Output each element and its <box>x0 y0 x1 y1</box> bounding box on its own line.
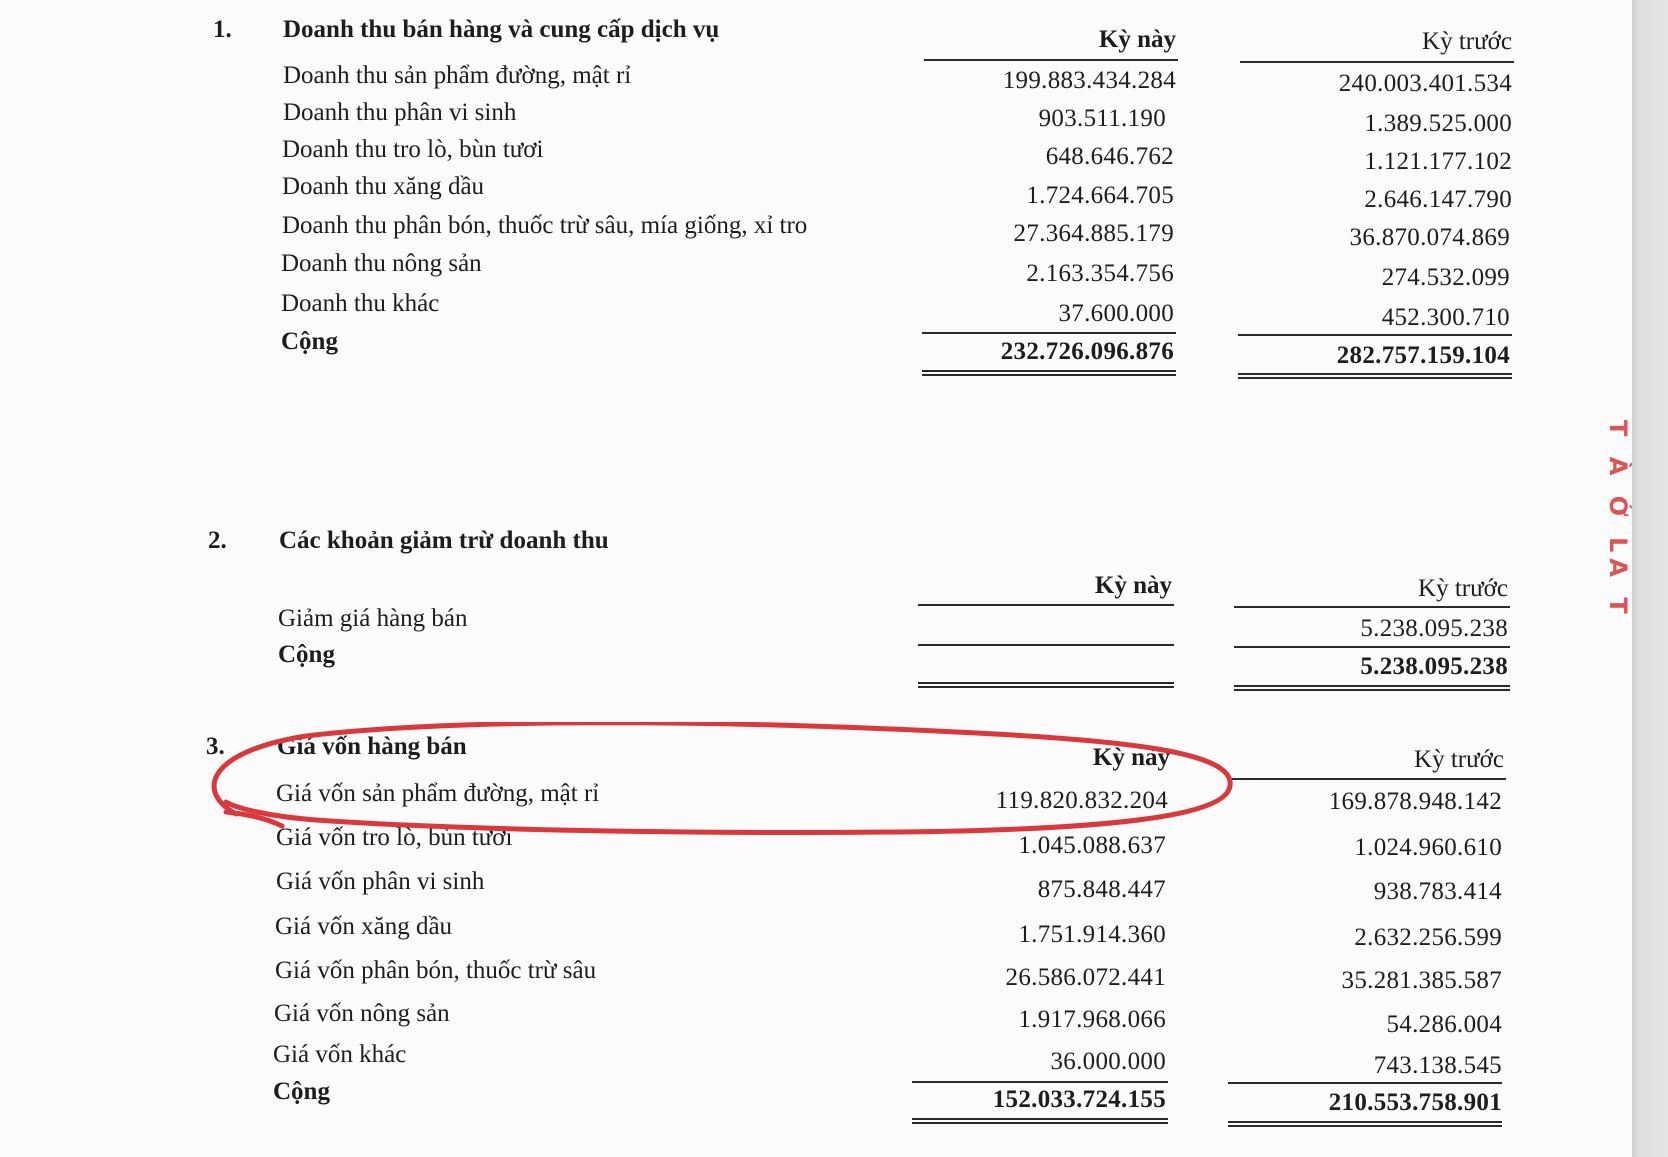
section-title: Giá vốn hàng bán <box>277 733 467 760</box>
value-prior: 5.238.095.238 <box>1360 615 1508 642</box>
total-label: Cộng <box>278 641 335 668</box>
row-label: Doanh thu tro lò, bùn tươi <box>282 136 544 163</box>
section-number: 3. <box>206 733 225 760</box>
header-underline <box>1240 61 1514 63</box>
header-underline <box>1234 606 1510 608</box>
subtotal-rule <box>922 332 1176 334</box>
page-edge-shadow <box>1632 0 1668 1157</box>
value-current: 903.511.190 <box>1038 105 1166 132</box>
total-current: 232.726.096.876 <box>1000 338 1174 365</box>
column-header-prior: Kỳ trước <box>1414 746 1504 773</box>
header-underline <box>924 59 1178 61</box>
double-underline <box>1238 373 1512 379</box>
value-prior: 938.783.414 <box>1373 878 1502 905</box>
value-current: 1.917.968.066 <box>1018 1006 1166 1033</box>
double-underline <box>912 1118 1168 1124</box>
section-title: Các khoản giảm trừ doanh thu <box>279 527 609 554</box>
value-current: 2.163.354.756 <box>1026 260 1174 287</box>
row-label: Doanh thu nông sản <box>281 250 482 277</box>
value-current: 36.000.000 <box>1050 1048 1166 1075</box>
row-label: Doanh thu khác <box>281 290 440 317</box>
value-current: 875.848.447 <box>1037 876 1166 903</box>
value-current: 1.751.914.360 <box>1018 921 1166 948</box>
value-current: 199.883.434.284 <box>1002 67 1176 94</box>
value-prior: 36.870.074.869 <box>1349 224 1510 251</box>
value-prior: 1.389.525.000 <box>1364 110 1512 137</box>
value-current: 27.364.885.179 <box>1013 220 1174 247</box>
total-label: Cộng <box>273 1078 330 1105</box>
value-prior: 452.300.710 <box>1381 304 1510 331</box>
double-underline <box>1234 685 1510 691</box>
value-current: 648.646.762 <box>1045 143 1174 170</box>
value-prior: 2.632.256.599 <box>1354 924 1502 951</box>
column-header-current: Kỳ này <box>1092 744 1170 771</box>
column-header-prior: Kỳ trước <box>1422 28 1512 55</box>
header-underline <box>1232 778 1506 780</box>
row-label: Giá vốn tro lò, bùn tươi <box>276 824 513 851</box>
row-label: Doanh thu phân vi sinh <box>283 99 517 126</box>
row-label: Doanh thu sản phẩm đường, mật rỉ <box>283 62 632 89</box>
row-label: Giá vốn khác <box>273 1041 407 1068</box>
value-current: 1.045.088.637 <box>1018 832 1166 859</box>
section-title: Doanh thu bán hàng và cung cấp dịch vụ <box>283 16 720 43</box>
value-current: 37.600.000 <box>1058 300 1174 327</box>
total-prior: 210.553.758.901 <box>1328 1089 1502 1116</box>
subtotal-rule <box>912 1081 1168 1083</box>
row-label: Giá vốn xăng dầu <box>275 913 453 940</box>
row-label: Giá vốn nông sản <box>274 1000 450 1027</box>
value-prior: 169.878.948.142 <box>1328 788 1502 815</box>
value-prior: 743.138.545 <box>1373 1052 1502 1079</box>
row-label: Giá vốn phân vi sinh <box>276 868 485 895</box>
value-prior: 54.286.004 <box>1386 1011 1502 1038</box>
column-header-current: Kỳ này <box>1098 26 1176 53</box>
subtotal-rule <box>1238 334 1512 336</box>
column-header-current: Kỳ này <box>1094 572 1172 599</box>
value-current: 1.724.664.705 <box>1026 182 1174 209</box>
value-prior: 1.024.960.610 <box>1354 834 1502 861</box>
double-underline <box>922 370 1176 376</box>
value-prior: 2.646.147.790 <box>1364 186 1512 213</box>
row-label: Giá vốn phân bón, thuốc trừ sâu <box>275 957 597 984</box>
total-prior: 282.757.159.104 <box>1336 342 1510 369</box>
row-label: Giá vốn sản phẩm đường, mật rỉ <box>276 780 600 807</box>
section-number: 1. <box>213 16 232 43</box>
red-stamp-fragment: T À Ở LA T <box>1604 420 1632 620</box>
section-number: 2. <box>208 527 227 554</box>
total-current: 152.033.724.155 <box>992 1086 1166 1113</box>
value-prior: 274.532.099 <box>1381 264 1510 291</box>
value-current: 26.586.072.441 <box>1005 964 1166 991</box>
header-underline <box>918 604 1174 606</box>
row-label: Giảm giá hàng bán <box>278 605 468 632</box>
column-header-prior: Kỳ trước <box>1418 575 1508 602</box>
value-prior: 240.003.401.534 <box>1338 70 1512 97</box>
value-prior: 1.121.177.102 <box>1364 148 1512 175</box>
value-current: 119.820.832.204 <box>995 787 1168 814</box>
subtotal-rule <box>918 644 1174 646</box>
double-underline <box>918 682 1174 688</box>
ellipse-tail <box>226 812 282 826</box>
row-label: Doanh thu xăng dầu <box>282 173 485 200</box>
subtotal-rule <box>1234 646 1510 648</box>
value-prior: 35.281.385.587 <box>1341 967 1502 994</box>
subtotal-rule <box>1228 1082 1502 1084</box>
row-label: Doanh thu phân bón, thuốc trừ sâu, mía giống, xỉ tro <box>282 212 808 239</box>
total-prior: 5.238.095.238 <box>1360 653 1508 680</box>
total-label: Cộng <box>281 328 338 355</box>
double-underline <box>1228 1121 1502 1127</box>
